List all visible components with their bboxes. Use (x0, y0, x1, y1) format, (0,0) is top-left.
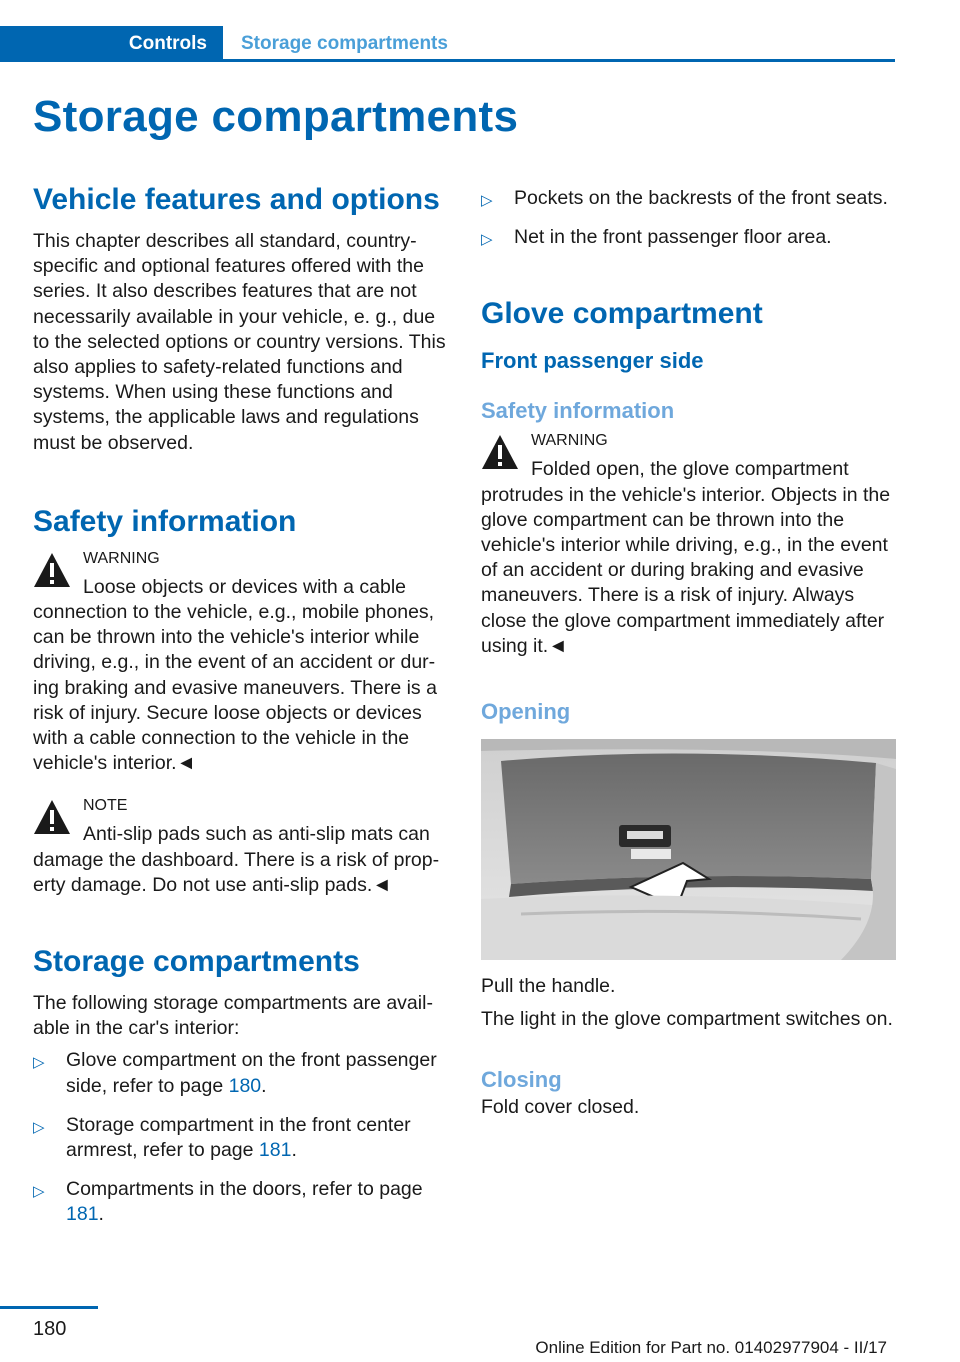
triangle-right-icon: ▷ (33, 1118, 45, 1136)
page-number: 180 (33, 1318, 67, 1340)
triangle-right-icon: ▷ (481, 231, 493, 249)
warning-triangle-icon (33, 799, 71, 835)
warning-text: Loose objects or devices with a cable connection to the vehicle, e.g., mobile phones, can be thrown into the vehicle's interior while driving, e.g., in the event of an accident or during braking and evasive maneuvers. There is a risk of injury. Secure loose objects or devices with a cable connection to the vehicle in the vehicle's interior.◄ (33, 575, 437, 775)
list-item: ▷ Storage compartment in the front center armrest, refer to page 181. (33, 1113, 411, 1162)
page-title: Storage compartments (33, 92, 519, 141)
page-ref-link[interactable]: 180 (228, 1074, 262, 1097)
list-item: ▷ Glove compartment on the front passenger side, refer to page 180. (33, 1049, 437, 1097)
glove-compartment-image (481, 739, 896, 960)
warning-triangle-icon (481, 434, 519, 470)
edition-label: Online Edition for Part no. 01402977904 - II/17 (535, 1338, 887, 1357)
note-label: NOTE (83, 797, 128, 815)
left-column (33, 180, 449, 1234)
warning-block (481, 432, 897, 659)
list-item: ▷ Net in the front passenger floor area. (481, 225, 897, 250)
warning-label: WARNING (531, 432, 608, 450)
page-ref-link[interactable]: 181 (66, 1203, 99, 1226)
storage-text: The following storage compartments are available in the car's interior: (33, 992, 433, 1040)
warning-block (33, 550, 449, 777)
page-header (0, 26, 895, 62)
header-rule (223, 59, 895, 62)
front-passenger-heading: Front passenger side (481, 348, 704, 374)
list-item: ▷ Pockets on the backrests of the front seats. (481, 186, 897, 211)
triangle-right-icon: ▷ (33, 1183, 45, 1201)
triangle-right-icon: ▷ (481, 192, 493, 209)
footer-rule (0, 1306, 98, 1309)
right-column (481, 186, 897, 1121)
light-text: The light in the glove compartment switches on. (481, 1008, 893, 1031)
triangle-right-icon: ▷ (33, 1054, 45, 1072)
storage-heading: Storage compartments (33, 945, 360, 979)
note-text: Anti-slip pads such as anti-slip mats can damage the dashboard. There is a risk of property damage. Do not use anti-slip pads.◄ (33, 823, 440, 896)
section-tab: Controls (0, 26, 223, 62)
opening-heading: Opening (481, 699, 571, 725)
page-ref-link[interactable]: 181 (258, 1139, 292, 1162)
note-block (33, 797, 449, 898)
glove-heading: Glove compartment (481, 297, 763, 331)
list-item: ▷ Compartments in the doors, refer to page 181. (33, 1178, 423, 1226)
pull-text: Pull the handle. (481, 975, 616, 998)
storage-list (33, 1048, 449, 1227)
safety-heading: Safety information (33, 504, 297, 538)
breadcrumb: Storage compartments (241, 33, 448, 54)
closing-text: Fold cover closed. (481, 1096, 640, 1119)
safety-subheading: Safety information (481, 398, 675, 424)
warning-text: Folded open, the glove compartment protrudes in the vehicle's interior. Objects in the glove compartment can be thrown into the vehicle's interior while driving, e.g., in the event of an accident or during braking and evasive maneuvers. There is a risk of injury. Always close the glove compartment immediately after using it.◄ (481, 458, 891, 657)
storage-list-continued (481, 186, 897, 250)
vehicle-features-text: This chapter describes all standard, country-specific and optional features offered with the series. It also describes features that are not necessarily available in your vehicle, e. g., due to the selected options or country versions. This also applies to safety-related functions and systems. When using these functions and systems, the applicable laws and regulations must be observed. (33, 230, 446, 454)
warning-triangle-icon (33, 552, 71, 588)
vehicle-features-heading: Vehicle features and options (33, 183, 440, 216)
closing-heading: Closing (481, 1067, 562, 1093)
warning-label: WARNING (83, 549, 160, 567)
